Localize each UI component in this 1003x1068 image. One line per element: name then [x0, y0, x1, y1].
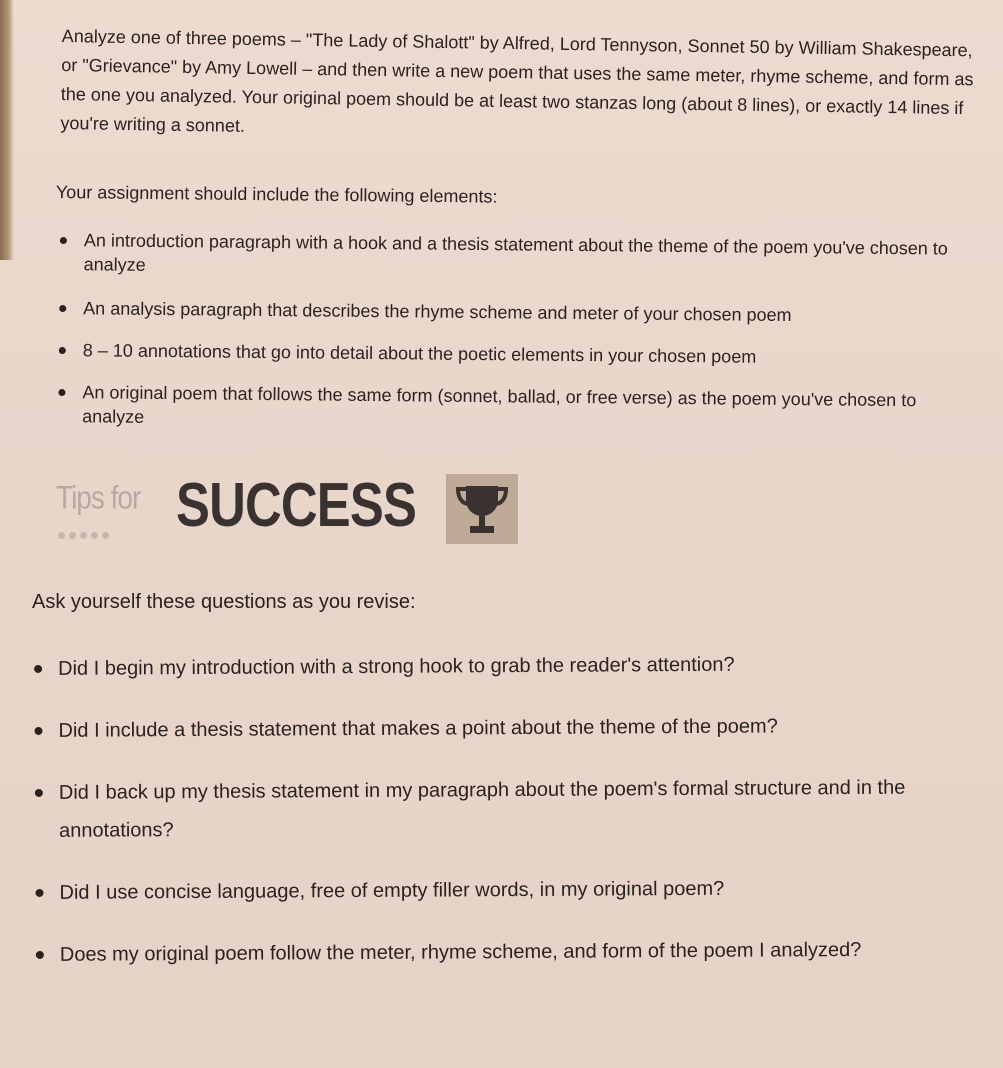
list-item: Did I back up my thesis statement in my paragraph about the poem's formal structure and in the annotations? — [31, 768, 1003, 850]
list-item: Does my original poem follow the meter, rhyme scheme, and form of the poem I analyzed? — [32, 930, 1003, 974]
list-item: Did I begin my introduction with a strong hook to grab the reader's attention? — [30, 644, 1003, 688]
requirements-heading: Your assignment should include the following elements: — [55, 182, 498, 207]
trophy-icon — [446, 474, 518, 544]
list-item: Did I include a thesis statement that makes a point about the theme of the poem? — [30, 706, 1003, 750]
revise-heading: Ask yourself these questions as you revise: — [32, 591, 416, 613]
assignment-intro: Analyze one of three poems – "The Lady of Shalott" by Alfred, Lord Tennyson, Sonnet 50 by William Shakespeare, or "Grievance" by Amy Lowell – and then write a new poem that uses the same meter, rhyme scheme, and form as the one you analyzed. Your original poem should be at least two stanzas long (about 8 lines), or exactly 14 lines if you're writing a sonnet. — [60, 25, 974, 136]
list-item: 8 – 10 annotations that go into detail about the poetic elements in your chosen poem — [57, 338, 982, 371]
list-item: An original poem that follows the same form (sonnet, ballad, or free verse) as the poem you've chosen to analyze — [56, 380, 981, 437]
list-item: An introduction paragraph with a hook and a thesis statement about the theme of the poem you've chosen to analyze — [58, 228, 983, 285]
decorative-dots — [58, 526, 113, 544]
tips-prefix: Tips for — [56, 479, 141, 516]
requirements-list — [56, 228, 983, 457]
list-item: An analysis paragraph that describes the rhyme scheme and meter of your chosen poem — [57, 296, 982, 329]
revise-questions-list — [30, 644, 1003, 998]
tips-for-success-banner — [56, 470, 526, 550]
tips-title: SUCCESS — [176, 471, 417, 540]
page-edge-shadow — [0, 0, 14, 260]
list-item: Did I use concise language, free of empty filler words, in my original poem? — [31, 868, 1003, 912]
